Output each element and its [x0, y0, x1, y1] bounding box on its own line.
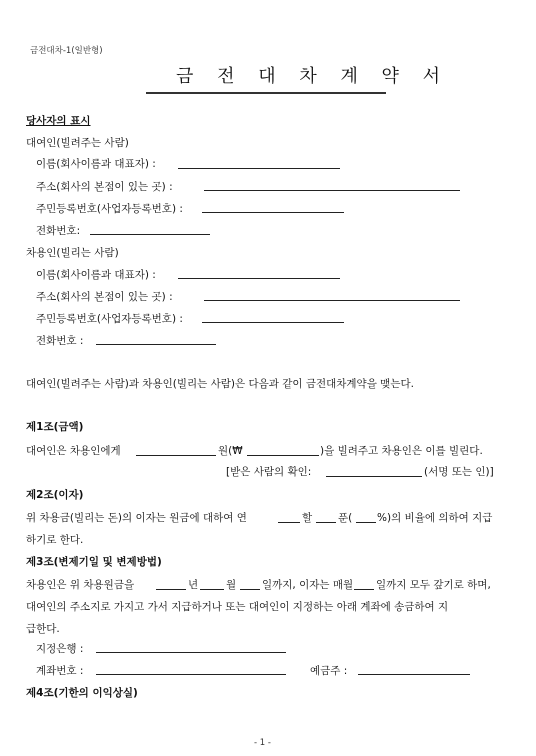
article2-text-line2: 하기로 한다.	[26, 534, 84, 546]
interest-percent-field[interactable]	[356, 522, 376, 523]
interest-day-field[interactable]	[354, 589, 374, 590]
article3-text-1: 차용인은 위 차용원금을	[26, 579, 135, 591]
article1-text-2: 원(₩	[218, 445, 243, 457]
article1-text-3: )을 빌려주고 차용인은 이를 빌린다.	[320, 445, 483, 457]
bank-field[interactable]	[96, 652, 286, 653]
article3-text-line3: 급한다.	[26, 623, 60, 635]
article3-text-line2: 대여인의 주소지로 가지고 가서 지급하거나 또는 대여인이 지정하는 아래 계좌에 송금하여 지	[26, 601, 449, 613]
article1-text-1: 대여인은 차용인에게	[26, 445, 121, 457]
lender-phone-label: 전화번호:	[36, 225, 81, 237]
borrower-id-field[interactable]	[202, 322, 344, 323]
account-label: 계좌번호 :	[36, 665, 84, 677]
article1-heading: 제1조(금액)	[26, 421, 84, 433]
bank-label: 지정은행 :	[36, 643, 84, 655]
borrower-address-label: 주소(회사의 본점이 있는 곳) :	[36, 291, 173, 303]
article3-text-2: 년	[188, 579, 199, 591]
receipt-confirm-open: [받은 사람의 확인:	[226, 466, 312, 478]
article2-text-3: 푼(	[338, 512, 353, 524]
borrower-name-label: 이름(회사이름과 대표자) :	[36, 269, 156, 281]
due-year-field[interactable]	[156, 589, 186, 590]
lender-address-label: 주소(회사의 본점이 있는 곳) :	[36, 181, 173, 193]
intro-text: 대여인(빌려주는 사람)과 차용인(빌리는 사람)은 다음과 같이 금전대차계약을 맺는다.	[26, 378, 414, 390]
amount-number-field[interactable]	[247, 455, 319, 456]
interest-pun-field[interactable]	[316, 522, 336, 523]
holder-field[interactable]	[358, 674, 470, 675]
parties-heading: 당사자의 표시	[26, 115, 91, 127]
due-month-field[interactable]	[200, 589, 224, 590]
article2-text-1: 위 차용금(빌리는 돈)의 이자는 원금에 대하여 연	[26, 512, 247, 524]
lender-id-field[interactable]	[202, 212, 344, 213]
lender-label: 대여인(빌려주는 사람)	[26, 137, 129, 149]
title-underline	[146, 92, 386, 94]
borrower-phone-field[interactable]	[96, 344, 216, 345]
article4-heading: 제4조(기한의 이익상실)	[26, 687, 138, 699]
borrower-label: 차용인(빌리는 사람)	[26, 247, 119, 259]
article3-text-5: 일까지 모두 갚기로 하며,	[376, 579, 491, 591]
borrower-address-field[interactable]	[204, 300, 460, 301]
article2-text-2: 할	[302, 512, 313, 524]
lender-name-label: 이름(회사이름과 대표자) :	[36, 158, 156, 170]
lender-id-label: 주민등록번호(사업자등록번호) :	[36, 203, 183, 215]
account-field[interactable]	[96, 674, 286, 675]
holder-label: 예금주 :	[310, 665, 348, 677]
article3-text-3: 월	[226, 579, 237, 591]
amount-words-field[interactable]	[136, 455, 216, 456]
borrower-id-label: 주민등록번호(사업자등록번호) :	[36, 313, 183, 325]
article3-text-4: 일까지, 이자는 매월	[262, 579, 354, 591]
lender-name-field[interactable]	[178, 168, 340, 169]
article3-heading: 제3조(변제기일 및 변제방법)	[26, 556, 162, 568]
receipt-confirm-close: (서명 또는 인)]	[424, 466, 494, 478]
receipt-signature-field[interactable]	[326, 476, 422, 477]
document-title: 금 전 대 차 계 약 서	[176, 66, 450, 87]
lender-address-field[interactable]	[204, 190, 460, 191]
borrower-name-field[interactable]	[178, 278, 340, 279]
borrower-phone-label: 전화번호 :	[36, 335, 84, 347]
interest-hal-field[interactable]	[278, 522, 300, 523]
due-day-field[interactable]	[240, 589, 260, 590]
article2-heading: 제2조(이자)	[26, 489, 84, 501]
article2-text-4: %)의 비율에 의하여 지급	[377, 512, 493, 524]
lender-phone-field[interactable]	[90, 234, 210, 235]
page-number: - 1 -	[254, 738, 271, 748]
form-id: 금전대차-1(일반형)	[30, 46, 103, 56]
